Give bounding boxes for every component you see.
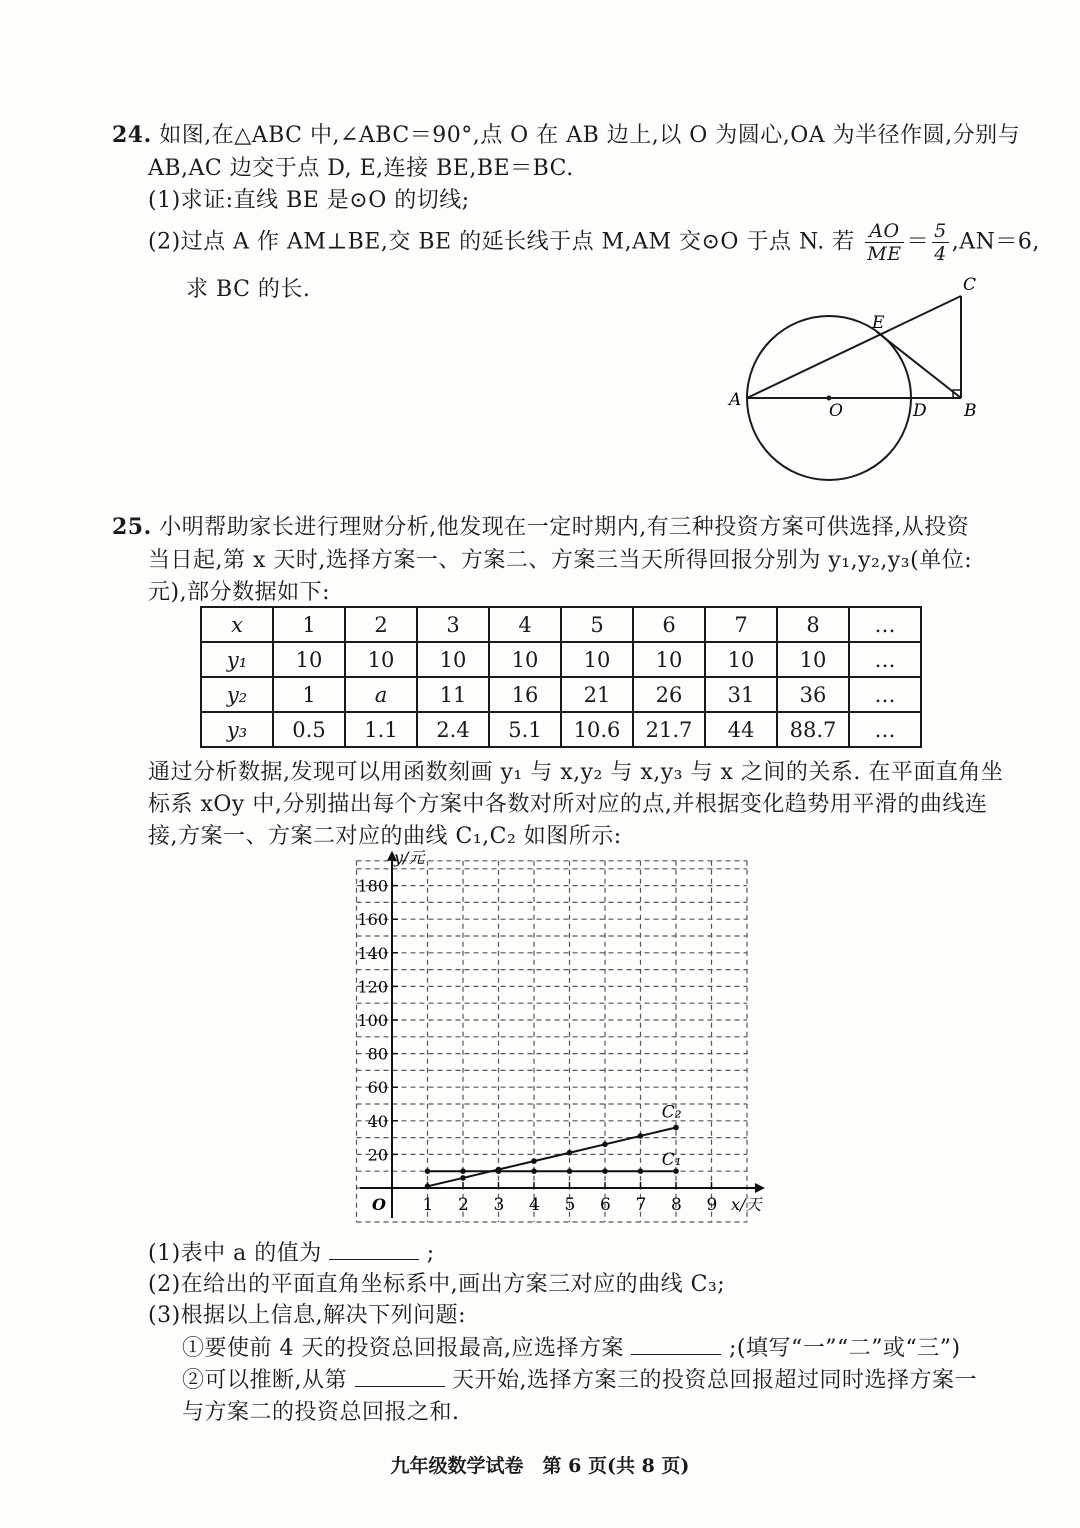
table-cell: 10: [777, 642, 849, 677]
table-cell: 31: [705, 677, 777, 712]
x-tick-label: 1: [422, 1195, 434, 1215]
q24-number: 24.: [112, 122, 152, 148]
x-tick-label: 8: [671, 1195, 682, 1215]
table-cell: 2.4: [417, 712, 489, 747]
q25-para-2: 标系 xOy 中,分别描出每个方案中各数对所对应的点,并根据变化趋势用平滑的曲线连: [148, 792, 988, 817]
frac-denominator: 4: [934, 243, 947, 265]
q25-number: 25.: [112, 514, 152, 540]
table-cell: 10: [489, 642, 561, 677]
q25-stem-1: 小明帮助家长进行理财分析,他发现在一定时期内,有三种投资方案可供选择,从投资: [159, 515, 970, 540]
table-cell: 10: [417, 642, 489, 677]
q24-fraction-ao-me: [865, 220, 903, 265]
x-axis-label: x/天: [731, 1195, 762, 1214]
chart-axes: [360, 851, 765, 1218]
q25-para-1: 通过分析数据,发现可以用函数刻画 y₁ 与 x,y₂ 与 x,y₃ 与 x 之间的关系. 在平面直角坐: [148, 760, 1004, 785]
sub1-text: (1)表中 a 的值为: [148, 1241, 322, 1266]
data-point: [567, 1168, 573, 1174]
data-point: [425, 1168, 431, 1174]
table-cell: 36: [777, 677, 849, 712]
table-row: [201, 677, 921, 712]
series-label-c2: C₂: [661, 1102, 682, 1123]
table-cell: 11: [417, 677, 489, 712]
q24-part1: (1)求证:直线 BE 是⊙O 的切线;: [148, 188, 470, 213]
label-e: E: [872, 313, 885, 333]
x-tick-label: 5: [564, 1195, 576, 1215]
answer-blank-day[interactable]: [355, 1366, 445, 1387]
label-d: D: [913, 401, 927, 421]
table-cell: 10: [633, 642, 705, 677]
segment-be: [877, 332, 961, 398]
y-tick-label: 80: [367, 1044, 388, 1064]
table-cell: 8: [777, 607, 849, 642]
table-cell: 10: [705, 642, 777, 677]
table-cell: 16: [489, 677, 561, 712]
table-cell: 1.1: [345, 712, 417, 747]
table-cell: 10: [561, 642, 633, 677]
table-cell: 4: [489, 607, 561, 642]
table-cell: y₂: [201, 677, 273, 712]
table-cell: 21: [561, 677, 633, 712]
q24-part2-tail: ,AN＝6,: [951, 229, 1040, 255]
q25-stem-2: 当日起,第 x 天时,选择方案一、方案二、方案三当天所得回报分别为 y₁,y₂,y₃(单位:: [148, 548, 973, 573]
data-point: [460, 1168, 466, 1174]
table-row: [201, 607, 921, 642]
data-point: [638, 1168, 644, 1174]
data-point: [531, 1158, 537, 1164]
q25-sub3a: [182, 1331, 961, 1362]
data-point: [496, 1167, 502, 1173]
table-cell: 6: [633, 607, 705, 642]
data-point: [602, 1168, 608, 1174]
table-row: [201, 712, 921, 747]
y-tick-label: 60: [367, 1078, 388, 1098]
table-cell: …: [849, 607, 921, 642]
table-cell: 7: [705, 607, 777, 642]
x-tick-label: 2: [458, 1195, 469, 1215]
data-point: [425, 1184, 431, 1190]
sub3b-post: 天开始,选择方案三的投资总回报超过同时选择方案一: [452, 1368, 977, 1393]
x-tick-label: 7: [635, 1195, 647, 1215]
q25-sub3b: [182, 1363, 977, 1394]
y-tick-label: 140: [357, 943, 388, 963]
q24-geometry-figure: [725, 270, 985, 490]
x-tick-label: 9: [706, 1195, 718, 1215]
table-cell: x: [201, 607, 273, 642]
data-point: [531, 1168, 537, 1174]
table-cell: 1: [273, 677, 345, 712]
data-point: [567, 1150, 573, 1156]
origin-label: O: [372, 1195, 386, 1214]
table-cell: 10.6: [561, 712, 633, 747]
frac-numerator: AO: [865, 220, 903, 243]
sub1-end: ;: [426, 1241, 435, 1266]
table-cell: 3: [417, 607, 489, 642]
table-cell: …: [849, 712, 921, 747]
label-c: C: [963, 275, 977, 295]
table-cell: …: [849, 642, 921, 677]
segment-ac: [747, 296, 961, 398]
page-footer: 九年级数学试卷 第 6 页(共 8 页): [390, 1455, 690, 1477]
q25-sub2: (2)在给出的平面直角坐标系中,画出方案三对应的曲线 C₃;: [148, 1272, 726, 1297]
q24-part2-line2: 求 BC 的长.: [186, 277, 311, 302]
table-cell: y₃: [201, 712, 273, 747]
y-tick-label: 20: [367, 1145, 388, 1165]
label-a: A: [729, 390, 742, 410]
data-point: [460, 1175, 466, 1181]
q24-stem-2: AB,AC 边交于点 D, E,连接 BE,BE＝BC.: [148, 156, 574, 181]
label-o: O: [829, 401, 843, 421]
table-cell: a: [345, 677, 417, 712]
table-cell: 10: [345, 642, 417, 677]
table-cell: 5.1: [489, 712, 561, 747]
q24-equals: ＝: [906, 229, 930, 255]
frac-denominator: ME: [867, 243, 902, 265]
q25-data-table: [200, 606, 922, 748]
y-tick-label: 120: [357, 977, 388, 997]
data-point: [638, 1133, 644, 1139]
y-axis-label: y/元: [394, 848, 425, 867]
series-label-c1: C₁: [661, 1150, 682, 1171]
q25-line1: [112, 510, 969, 541]
x-tick-label: 6: [600, 1195, 611, 1215]
q25-stem-3: 元),部分数据如下:: [148, 580, 330, 605]
q25-para-3: 接,方案一、方案二对应的曲线 C₁,C₂ 如图所示:: [148, 824, 622, 849]
table-cell: 1: [273, 607, 345, 642]
sub3a-text: ①要使前 4 天的投资总回报最高,应选择方案: [182, 1336, 624, 1361]
q24-part2-text: (2)过点 A 作 AM⊥BE,交 BE 的延长线于点 M,AM 交⊙O 于点 N. 若: [148, 229, 855, 255]
sub3b-pre: ②可以推断,从第: [182, 1368, 347, 1393]
y-tick-label: 180: [357, 876, 388, 896]
q25-sub3b-line2: 与方案二的投资总回报之和.: [182, 1400, 460, 1425]
q24-stem-1: 如图,在△ABC 中,∠ABC＝90°,点 O 在 AB 边上,以 O 为圆心,OA 为半径作圆,分别与: [159, 123, 1021, 148]
x-tick-label: 4: [529, 1195, 540, 1215]
x-axis-arrow: [755, 1183, 765, 1193]
table-cell: 0.5: [273, 712, 345, 747]
answer-blank-a[interactable]: [329, 1239, 419, 1260]
y-tick-label: 40: [367, 1111, 388, 1131]
data-point: [602, 1142, 608, 1148]
q25-sub3: (3)根据以上信息,解决下列问题:: [148, 1303, 467, 1328]
frac-numerator: 5: [934, 220, 947, 242]
q24-part2: [148, 220, 1040, 265]
q24-fraction-5-4: [932, 220, 949, 265]
y-tick-label: 100: [357, 1011, 388, 1030]
table-cell: 21.7: [633, 712, 705, 747]
answer-blank-plan[interactable]: [631, 1334, 721, 1355]
table-cell: …: [849, 677, 921, 712]
q25-coordinate-chart: [340, 848, 780, 1228]
center-dot: [827, 396, 832, 401]
table-cell: 10: [273, 642, 345, 677]
table-cell: 26: [633, 677, 705, 712]
table-cell: 2: [345, 607, 417, 642]
chart-grid: [357, 861, 748, 1222]
table-cell: 88.7: [777, 712, 849, 747]
q24-line1: [112, 118, 1020, 149]
data-point: [673, 1125, 679, 1131]
table-cell: 44: [705, 712, 777, 747]
x-tick-label: 3: [493, 1195, 505, 1215]
table-cell: y₁: [201, 642, 273, 677]
table-row: [201, 642, 921, 677]
q25-sub1: [148, 1236, 435, 1267]
label-b: B: [964, 401, 977, 421]
y-tick-label: 160: [357, 910, 388, 930]
sub3a-end: ;(填写“一”“二”或“三”): [728, 1336, 961, 1361]
table-cell: 5: [561, 607, 633, 642]
